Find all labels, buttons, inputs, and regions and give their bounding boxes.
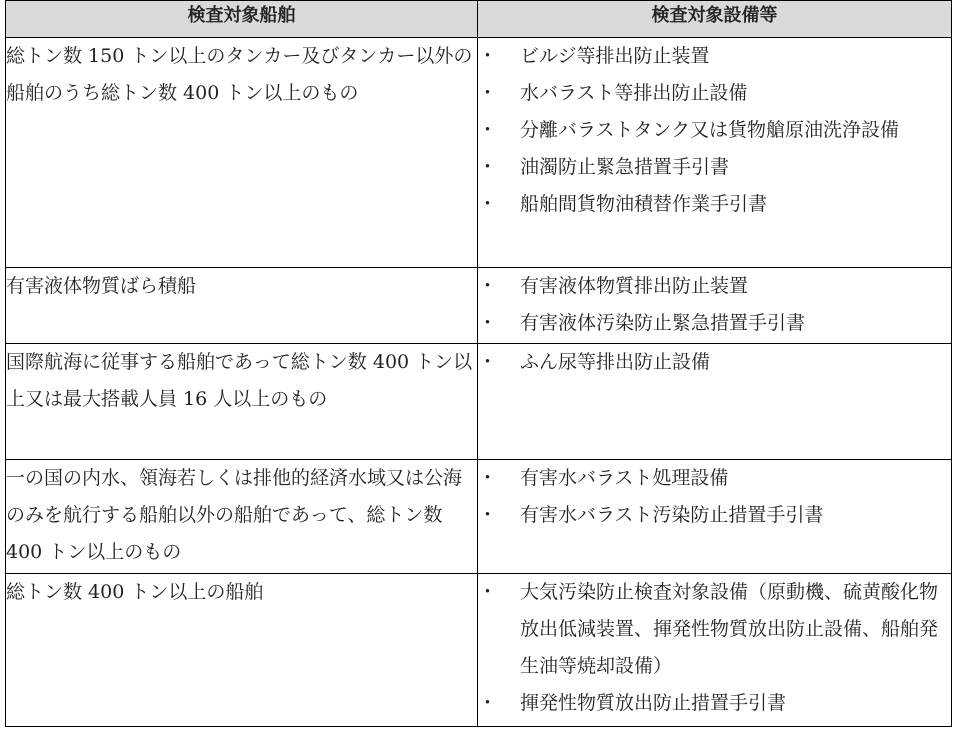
bullet-icon: ・	[478, 467, 498, 489]
header-equipment: 検査対象設備等	[478, 1, 952, 38]
equipment-item	[478, 38, 951, 75]
equipment-item	[478, 344, 951, 381]
equipment-item-text: 有害液体物質排出防止装置	[520, 275, 749, 297]
bullet-icon: ・	[478, 156, 498, 178]
equipment-item	[478, 305, 951, 342]
equipment-item-text: 船舶間貨物油積替作業手引書	[520, 193, 768, 215]
equipment-item	[478, 268, 951, 305]
equipment-item-text: 有害液体汚染防止緊急措置手引書	[520, 312, 806, 334]
table-row	[6, 344, 952, 460]
equipment-cell	[478, 574, 952, 727]
equipment-item	[478, 186, 951, 223]
equipment-item-text: ビルジ等排出防止装置	[520, 45, 710, 67]
equipment-item-text: 水バラスト等排出防止設備	[520, 82, 748, 104]
equipment-item-text: 有害水バラスト汚染防止措置手引書	[520, 504, 824, 526]
ship-cell: 一の国の内水、領海若しくは排他的経済水域又は公海のみを航行する船舶以外の船舶であって、総トン数 400 トン以上のもの	[6, 460, 478, 574]
bullet-icon: ・	[478, 504, 498, 526]
equipment-item	[478, 75, 951, 112]
equipment-item	[478, 574, 951, 685]
bullet-icon: ・	[478, 692, 498, 714]
equipment-item	[478, 497, 951, 534]
bullet-icon: ・	[478, 581, 498, 603]
ship-cell: 国際航海に従事する船舶であって総トン数 400 トン以上又は最大搭載人員 16 人以上のもの	[6, 344, 478, 460]
table-row	[6, 268, 952, 344]
equipment-item	[478, 460, 951, 497]
equipment-cell	[478, 460, 952, 574]
ship-cell: 有害液体物質ばら積船	[6, 268, 478, 344]
header-row	[6, 1, 952, 38]
header-ship: 検査対象船舶	[6, 1, 478, 38]
ship-cell: 総トン数 400 トン以上の船舶	[6, 574, 478, 727]
ship-cell: 総トン数 150 トン以上のタンカー及びタンカー以外の船舶のうち総トン数 400 トン以上のもの	[6, 38, 478, 268]
equipment-cell	[478, 344, 952, 460]
equipment-item-text: 有害水バラスト処理設備	[520, 467, 729, 489]
equipment-item	[478, 149, 951, 186]
equipment-item	[478, 685, 951, 722]
equipment-item-text: 油濁防止緊急措置手引書	[520, 156, 730, 178]
equipment-item-text: 大気汚染防止検査対象設備（原動機、硫黄酸化物放出低減装置、揮発性物質放出防止設備、船舶発生油等焼却設備）	[520, 581, 939, 677]
bullet-icon: ・	[478, 45, 498, 67]
inspection-table	[5, 0, 952, 727]
equipment-item-text: 揮発性物質放出防止措置手引書	[520, 692, 787, 714]
table-row	[6, 574, 952, 727]
equipment-item-text: 分離バラストタンク又は貨物艙原油洗浄設備	[520, 119, 900, 141]
table-row	[6, 38, 952, 268]
bullet-icon: ・	[478, 82, 498, 104]
equipment-item	[478, 112, 951, 149]
bullet-icon: ・	[478, 119, 498, 141]
table-row	[6, 460, 952, 574]
equipment-cell	[478, 268, 952, 344]
bullet-icon: ・	[478, 193, 498, 215]
bullet-icon: ・	[478, 351, 498, 373]
bullet-icon: ・	[478, 275, 498, 297]
equipment-item-text: ふん尿等排出防止設備	[520, 351, 711, 373]
bullet-icon: ・	[478, 312, 498, 334]
equipment-cell	[478, 38, 952, 268]
